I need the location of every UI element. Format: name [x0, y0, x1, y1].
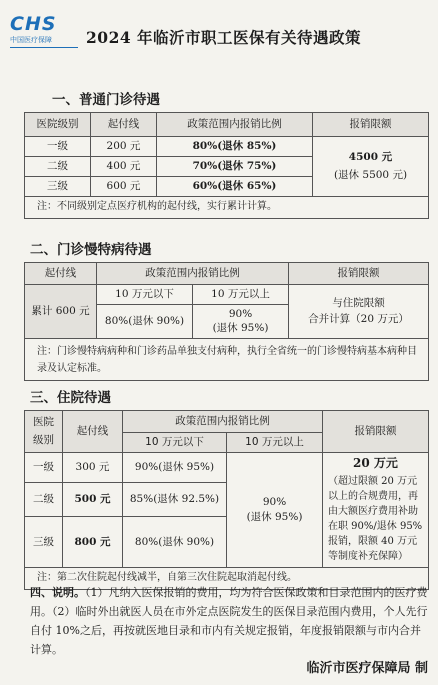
- col-header-threshold: 起付线: [63, 411, 123, 453]
- col-header-level: 医院级别: [25, 113, 91, 137]
- table-note: 注：不同级别定点医疗机构的起付线，实行累计计算。: [25, 197, 429, 219]
- row-threshold: 200 元: [91, 137, 157, 157]
- explanation-heading: 四、说明。: [30, 586, 85, 599]
- row-level: 一级: [25, 137, 91, 157]
- section-2-title: 二、门诊慢特病待遇: [30, 242, 152, 258]
- explanation-point-2: （2）临时外出就医人员在市外定点医院发生的医保目录范围内费用，个人先行自付 10%之后，再按就医地目录和市内有关规定报销，年度报销限额与市内合并计算。: [30, 605, 428, 656]
- col-header-ratio: 政策范围内报销比例: [157, 113, 313, 137]
- explanation-point-1: （1）凡纳入医保报销的费用，均为符合医保政策和目录范围内的医疗费用。: [30, 586, 428, 618]
- row-ratio: 80%(退休 90%): [123, 517, 227, 568]
- issuer-signature: 临沂市医疗保障局 制: [306, 661, 428, 676]
- logo-subtitle: 中国医疗保障: [10, 36, 52, 44]
- row-threshold: 500 元: [63, 482, 123, 517]
- row-ratio: 80%(退休 85%): [157, 137, 313, 157]
- sub-header-below: 10 万元以下: [123, 433, 227, 453]
- ratio-above: 90% (退休 95%): [193, 305, 289, 339]
- row-ratio: 85%(退休 92.5%): [123, 482, 227, 517]
- col-header-limit: 报销限额: [289, 263, 429, 285]
- inpatient-table: [24, 410, 429, 590]
- explanation-paragraph: [30, 583, 428, 659]
- document-title: 2024 年临沂市职工医保有关待遇政策: [86, 28, 362, 47]
- table-row: [25, 137, 429, 157]
- table-row: [25, 453, 429, 483]
- row-threshold: 400 元: [91, 157, 157, 177]
- ratio-below: 80%(退休 90%): [97, 305, 193, 339]
- logo-mark: CHS: [10, 13, 57, 35]
- outpatient-table: [24, 112, 429, 219]
- row-threshold: 300 元: [63, 453, 123, 483]
- col-header-threshold: 起付线: [91, 113, 157, 137]
- col-header-limit: 报销限额: [323, 411, 429, 453]
- col-header-ratio: 政策范围内报销比例: [97, 263, 289, 285]
- sub-header-below: 10 万元以下: [97, 285, 193, 305]
- row-level: 二级: [25, 482, 63, 517]
- threshold-cell: 累计 600 元: [25, 285, 97, 339]
- logo-underline: [10, 47, 78, 48]
- row-threshold: 600 元: [91, 177, 157, 197]
- table-note: 注：第二次住院起付线减半，自第三次住院起取消起付线。: [25, 568, 429, 590]
- col-header-ratio: 政策范围内报销比例: [123, 411, 323, 433]
- sub-header-above: 10 万元以上: [227, 433, 323, 453]
- row-ratio: 70%(退休 75%): [157, 157, 313, 177]
- row-ratio: 90%(退休 95%): [123, 453, 227, 483]
- col-header-level: 医院 级别: [25, 411, 63, 453]
- row-ratio: 60%(退休 65%): [157, 177, 313, 197]
- chs-logo: [10, 14, 80, 54]
- table-note: 注：门诊慢特病病种和门诊药品单独支付病种，执行全省统一的门诊慢特病基本病种目录及认定标准。: [25, 339, 429, 381]
- row-threshold: 800 元: [63, 517, 123, 568]
- row-level: 一级: [25, 453, 63, 483]
- section-1-title: 一、普通门诊待遇: [52, 92, 160, 108]
- col-header-limit: 报销限额: [313, 113, 429, 137]
- limit-cell: 与住院限额 合并计算（20 万元）: [289, 285, 429, 339]
- sub-header-above: 10 万元以上: [193, 285, 289, 305]
- row-level: 三级: [25, 517, 63, 568]
- section-3-title: 三、住院待遇: [30, 390, 111, 406]
- row-level: 三级: [25, 177, 91, 197]
- row-level: 二级: [25, 157, 91, 177]
- limit-cell: 4500 元 (退休 5500 元): [313, 137, 429, 197]
- limit-cell: 20 万元 （超过限额 20 万元以上的合规费用，再由大额医疗费用补助在职 90%/退休 95%报销，限额 40 万元等制度补充保障）: [323, 453, 429, 568]
- ratio-above-cell: 90% (退休 95%): [227, 453, 323, 568]
- chronic-disease-table: [24, 262, 429, 381]
- col-header-threshold: 起付线: [25, 263, 97, 285]
